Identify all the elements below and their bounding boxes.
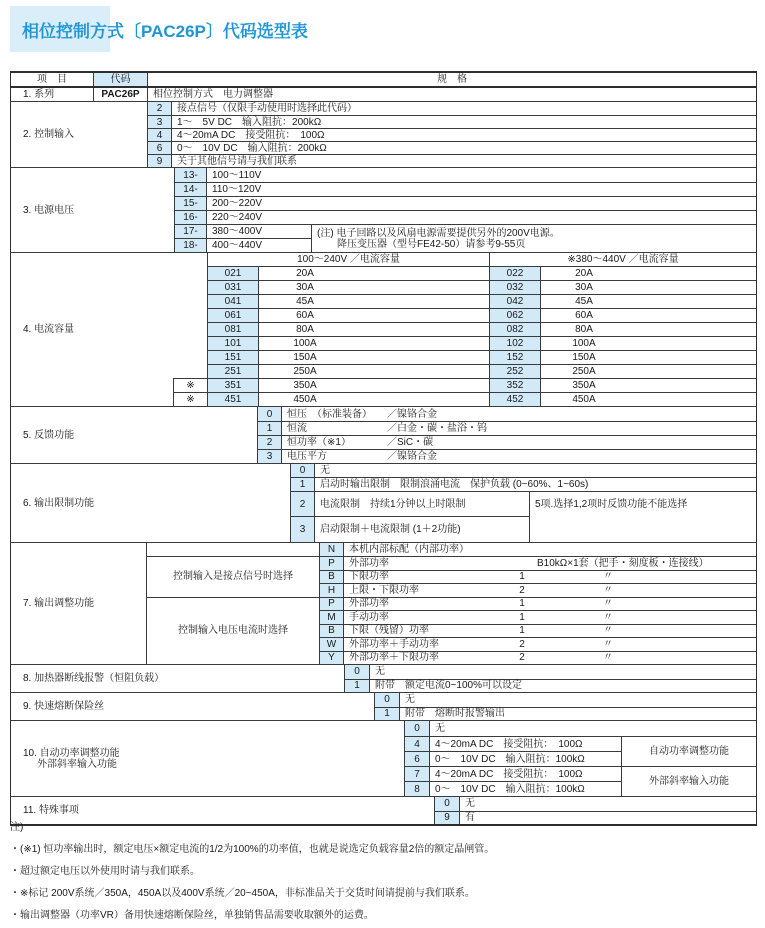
capacity-value: 60A: [296, 310, 314, 321]
ditto-mark: 〃: [603, 625, 613, 637]
label-filler: [173, 253, 207, 378]
section-label: 5. 反馈功能: [23, 429, 75, 441]
capacity-cell: [258, 308, 489, 322]
adjust-name: 外部功率: [349, 598, 389, 610]
footnote-item: ・(※1) 恒功率输出时，额定电压×额定电流的1/2为100%的功率值，也就是说选定负载容量2倍的额定晶闸管。: [10, 844, 495, 855]
spec-cell: [343, 583, 756, 597]
code-cell: 18-: [174, 238, 206, 252]
capacity-value: 100A: [293, 338, 317, 349]
code-cell: 4: [404, 736, 429, 751]
capacity-value: 45A: [575, 296, 593, 307]
code-cell: M: [319, 610, 343, 624]
spec-cell: 4～20mA DC 接受阻抗： 100Ω: [171, 128, 756, 141]
nonstandard-mark: ※: [173, 392, 207, 406]
voltage-note: [311, 224, 756, 252]
feedback-material: ／镍铬合金: [387, 451, 437, 462]
code-cell: 031: [207, 280, 258, 294]
group-label-contact-signal: 控制输入是接点信号时选择: [146, 556, 319, 597]
section-6-output-limit: [11, 463, 756, 542]
voltage-cell: 110～120V: [206, 182, 756, 196]
capacity-cell: [540, 322, 756, 336]
spec-cell: 0～ 10V DC 输入阻抗：100kΩ: [429, 781, 621, 796]
code-cell: 022: [489, 266, 540, 280]
code-cell: 2: [147, 102, 171, 115]
spec-cell: 关于其他信号请与我们联系: [171, 154, 756, 167]
code-cell: 2: [290, 491, 314, 516]
column-header-item: 项 目: [37, 74, 67, 85]
code-cell: 452: [489, 392, 540, 406]
spec-cell: 无: [429, 721, 756, 736]
voltage-cell: 380～400V: [206, 224, 311, 238]
capacity-cell: [540, 308, 756, 322]
capacity-cell: [540, 350, 756, 364]
section-3-supply-voltage: [11, 167, 756, 252]
capacity-value: 20A: [575, 268, 593, 279]
spec-cell: 附带 熔断时报警输出: [399, 707, 756, 721]
capacity-cell: [540, 378, 756, 392]
code-cell: 451: [207, 392, 258, 406]
spec-cell: [343, 651, 756, 665]
spec-cell: 本机内部标配（内部功率）: [343, 543, 756, 556]
code-cell: 7: [404, 766, 429, 781]
function-note-external-slope: 外部斜率输入功能: [621, 766, 756, 796]
footnote-head: 注): [10, 822, 24, 833]
code-cell: 0: [434, 797, 459, 811]
code-cell: 042: [489, 294, 540, 308]
capacity-value: 80A: [575, 324, 593, 335]
feedback-mode: 恒功率（※1）: [287, 437, 351, 448]
ditto-mark: 〃: [603, 584, 613, 596]
spec-cell: 启动时输出限制 限制浪涌电流 保护负载 (0~60%、1~60s): [314, 477, 756, 491]
spec-cell: 0～ 10V DC 输入阻抗：100kΩ: [429, 751, 621, 766]
section-10-auto-power: [11, 720, 756, 796]
capacity-value: 350A: [572, 380, 596, 391]
code-cell: 062: [489, 308, 540, 322]
capacity-cell: [258, 392, 489, 406]
capacity-value: 150A: [572, 352, 596, 363]
spec-cell: [343, 637, 756, 651]
spec-cell: [343, 597, 756, 611]
section-7-output-adjust: [11, 542, 756, 664]
adjust-name: 下限（残留）功率: [349, 625, 429, 637]
code-cell: 0: [344, 665, 369, 679]
ditto-mark: 〃: [603, 571, 613, 583]
spec-cell: 接点信号（仅限手动使用时选择此代码）: [171, 102, 756, 115]
capacity-value: 100A: [572, 338, 596, 349]
spec-cell: 无: [314, 464, 756, 477]
function-note-auto-power: 自动功率调整功能: [621, 736, 756, 766]
adjust-qty: 2: [519, 652, 525, 664]
spec-cell: [343, 556, 756, 570]
column-header-code: 代码: [93, 73, 147, 86]
footnote-item: ・超过额定电压以外使用时请与我们联系。: [10, 866, 200, 877]
table-header-row: [11, 73, 756, 86]
code-cell: 252: [489, 364, 540, 378]
capacity-cell: [540, 364, 756, 378]
capacity-value: 20A: [296, 268, 314, 279]
code-cell: 14-: [174, 182, 206, 196]
page-title: 相位控制方式〔PAC26P〕代码选型表: [22, 22, 308, 41]
spec-cell: 1～ 5V DC 输入阻抗：200kΩ: [171, 115, 756, 128]
adjust-qty: 2: [519, 584, 525, 596]
spec-cell: 无: [459, 797, 756, 811]
capacity-cell: [258, 280, 489, 294]
spec-cell: 有: [459, 811, 756, 825]
footnote-item: ・输出调整器（功率VR）备用快速熔断保险丝，单独销售品需要收取额外的运费。: [10, 910, 374, 921]
section-5-feedback: [11, 406, 756, 463]
capacity-value: 30A: [575, 282, 593, 293]
capacity-value: 80A: [296, 324, 314, 335]
code-cell: 13-: [174, 168, 206, 182]
spec-cell: 0～ 10V DC 输入阻抗：200kΩ: [171, 141, 756, 154]
capacity-cell: [258, 350, 489, 364]
capacity-value: 30A: [296, 282, 314, 293]
capacity-value: 150A: [293, 352, 317, 363]
voltage-cell: 200～220V: [206, 196, 756, 210]
code-cell: 061: [207, 308, 258, 322]
section-label: 8. 加热器断线报警（恒阻负载）: [23, 673, 165, 684]
section-label: 9. 快速熔断保险丝: [23, 701, 105, 712]
code-cell: 032: [489, 280, 540, 294]
spec-cell: 4～20mA DC 接受阻抗： 100Ω: [429, 766, 621, 781]
code-cell: 6: [404, 751, 429, 766]
capacity-cell: [540, 294, 756, 308]
section-2-control-input: [11, 101, 756, 167]
feedback-material: ／白金・碳・盐浴・钨: [387, 423, 487, 434]
spec-cell: 附带 额定电流0~100%可以设定: [369, 679, 756, 693]
adjust-name: 下限功率: [349, 571, 389, 583]
code-cell: 15-: [174, 196, 206, 210]
spec-cell: [343, 624, 756, 638]
code-cell: 352: [489, 378, 540, 392]
adjust-name: 手动功率: [349, 611, 389, 623]
section-label-line2: 外部斜率输入功能: [37, 758, 117, 770]
code-cell: N: [319, 543, 343, 556]
feedback-mode: 电压平方: [287, 451, 327, 462]
capacity-cell: [258, 322, 489, 336]
code-cell: 8: [404, 781, 429, 796]
code-cell: 0: [290, 464, 314, 477]
capacity-cell: [540, 336, 756, 350]
capacity-value: 450A: [293, 394, 317, 405]
capacity-cell: [258, 364, 489, 378]
ditto-mark: 〃: [603, 611, 613, 623]
code-cell: 6: [147, 141, 171, 154]
section-label: [11, 721, 404, 796]
capacity-value: 250A: [572, 366, 596, 377]
code-cell: 17-: [174, 224, 206, 238]
footnote-item: ・※标记 200V系统／350A，450A以及400V系统／20~450A，非标准品关于交货时间请提前与我们联系。: [10, 888, 475, 899]
capacity-cell: [540, 392, 756, 406]
spec-cell: 4～20mA DC 接受阻抗： 100Ω: [429, 736, 621, 751]
capacity-cell: [258, 294, 489, 308]
code-cell: 16-: [174, 210, 206, 224]
code-cell: 0: [404, 721, 429, 736]
capacity-value: 45A: [296, 296, 314, 307]
voltage-cell: 220～240V: [206, 210, 756, 224]
footnotes: [10, 818, 757, 928]
section-label-line1: 10. 自动功率调整功能: [23, 747, 120, 759]
output-limit-note: 5项.选择1,2项时反馈功能不能选择: [529, 491, 756, 542]
adjust-qty: 1: [519, 598, 525, 610]
capacity-cell: [258, 266, 489, 280]
code-cell: 102: [489, 336, 540, 350]
spec-cell: [281, 435, 756, 449]
group-header-380-440v: ※380～440V ／电流容量: [489, 253, 756, 266]
voltage-note-line1: (注) 电子回路以及风扇电源需要提供另外的200V电源。: [317, 227, 560, 239]
code-cell: 101: [207, 336, 258, 350]
capacity-cell: [258, 336, 489, 350]
code-cell: 3: [257, 449, 281, 463]
adjust-qty: 1: [519, 625, 525, 637]
capacity-value: 450A: [572, 394, 596, 405]
spec-cell: [281, 449, 756, 463]
code-cell: 3: [147, 115, 171, 128]
feedback-material: ／镍铬合金: [387, 408, 437, 420]
section-9-fast-fuse: [11, 692, 756, 720]
code-cell: P: [319, 556, 343, 570]
code-cell: 1: [344, 679, 369, 693]
code-cell: W: [319, 637, 343, 651]
code-cell: 9: [434, 811, 459, 825]
code-cell: B: [319, 570, 343, 584]
code-cell: P: [319, 597, 343, 611]
section-1-series: [11, 86, 756, 101]
spec-cell: [343, 570, 756, 584]
code-cell: 351: [207, 378, 258, 392]
column-header-spec: 规 格: [147, 73, 756, 86]
spec-cell: 电流限制 持续1分钟以上时限制: [314, 491, 529, 516]
section-4-current-capacity: [11, 252, 756, 406]
code-cell: 0: [374, 693, 399, 707]
capacity-cell: [540, 266, 756, 280]
spec-cell: [281, 407, 756, 421]
capacity-cell: [540, 280, 756, 294]
voltage-cell: 400～440V: [206, 238, 311, 252]
code-cell: H: [319, 583, 343, 597]
feedback-mode: 恒流: [287, 423, 307, 434]
code-selection-table: [10, 71, 757, 826]
code-cell: 082: [489, 322, 540, 336]
adjust-qty: 2: [519, 638, 525, 650]
code-cell: 1: [374, 707, 399, 721]
adjust-qty: 1: [519, 611, 525, 623]
section-8-heater-break-alarm: [11, 664, 756, 692]
section-label: 4. 电流容量: [23, 324, 75, 335]
ditto-mark: 〃: [603, 652, 613, 664]
ditto-mark: 〃: [603, 598, 613, 610]
voltage-cell: 100～110V: [206, 168, 756, 182]
code-cell: 251: [207, 364, 258, 378]
code-cell: 3: [290, 516, 314, 542]
capacity-value: 60A: [575, 310, 593, 321]
adjust-name: 外部功率＋下限功率: [349, 652, 439, 664]
feedback-mode: 恒压 （标准装备）: [287, 408, 372, 420]
spec-cell: 启动限制＋电流限制 (1＋2功能): [314, 516, 529, 542]
adjust-qty: 1: [519, 571, 525, 583]
adjust-accessory: B10kΩ×1套（把手・刻度板・连接线）: [537, 557, 709, 569]
code-cell: 2: [257, 435, 281, 449]
code-cell: 1: [257, 421, 281, 435]
section-label: 7. 输出调整功能: [23, 598, 95, 609]
nonstandard-mark: ※: [173, 378, 207, 392]
voltage-note-line2: 降压变压器（型号FE42-50）请参考9-55页: [337, 238, 526, 250]
code-cell: Y: [319, 651, 343, 665]
spec-cell: 无: [369, 665, 756, 679]
section-label: 3. 电源电压: [23, 204, 75, 216]
capacity-value: 250A: [293, 366, 317, 377]
spec-cell: 相位控制方式 电力调整器: [147, 88, 756, 101]
series-code: PAC26P: [93, 88, 147, 101]
label-filler: [146, 543, 319, 556]
feedback-material: ／SiC・碳: [387, 437, 434, 448]
spec-cell: [343, 610, 756, 624]
code-cell: 0: [257, 407, 281, 421]
code-cell: 041: [207, 294, 258, 308]
group-label-voltage-current: 控制输入电压电流时选择: [146, 597, 319, 665]
code-cell: 152: [489, 350, 540, 364]
section-label: 1. 系列: [23, 89, 55, 100]
code-cell: 081: [207, 322, 258, 336]
code-cell: 151: [207, 350, 258, 364]
code-cell: 1: [290, 477, 314, 491]
capacity-value: 350A: [293, 380, 317, 391]
section-label: 11. 特殊事项: [23, 805, 79, 816]
code-cell: 4: [147, 128, 171, 141]
adjust-name: 上限・下限功率: [349, 584, 419, 596]
spec-cell: [281, 421, 756, 435]
ditto-mark: 〃: [603, 638, 613, 650]
code-cell: 9: [147, 154, 171, 167]
code-cell: B: [319, 624, 343, 638]
code-cell: 021: [207, 266, 258, 280]
capacity-cell: [258, 378, 489, 392]
spec-cell: 无: [399, 693, 756, 707]
group-header-100-240v: 100～240V ／电流容量: [207, 253, 489, 266]
adjust-name: 外部功率＋手动功率: [349, 638, 439, 650]
adjust-name: 外部功率: [349, 557, 389, 569]
section-label: 2. 控制输入: [23, 129, 75, 140]
section-label: 6. 输出限制功能: [23, 497, 95, 509]
